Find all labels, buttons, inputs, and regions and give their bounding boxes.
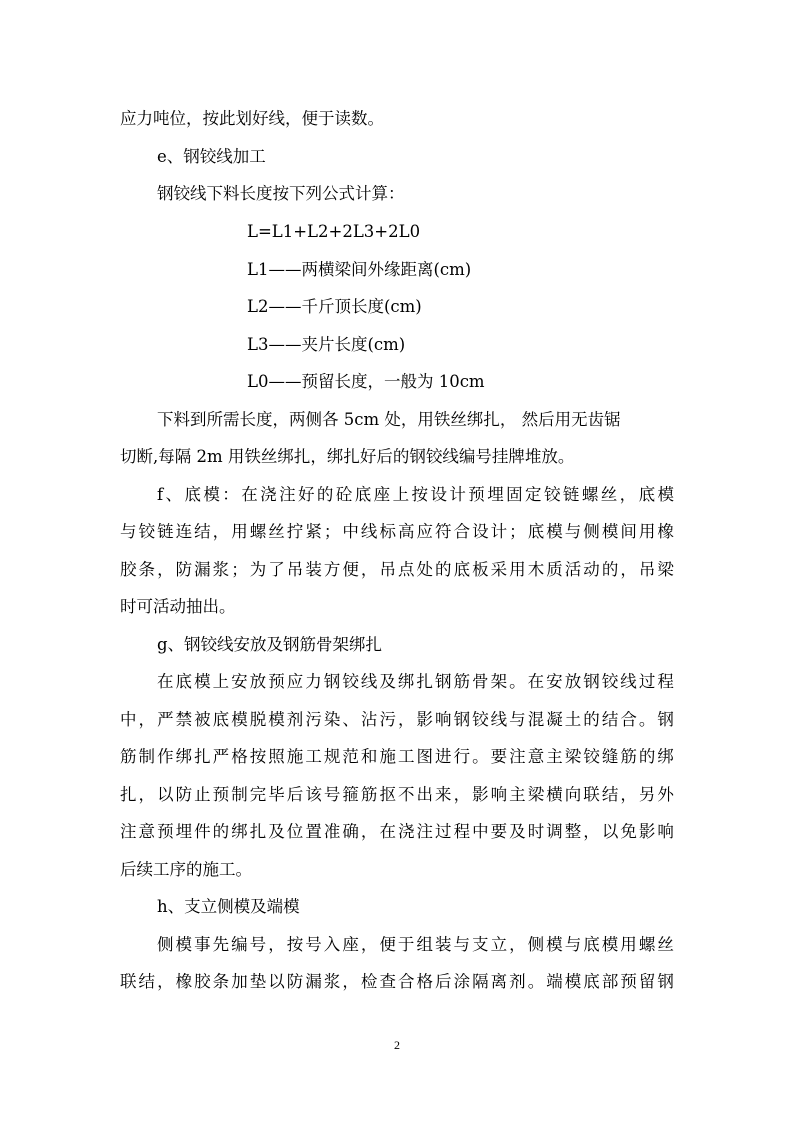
text-line: 联 结 ， 橡 胶 条 加 垫 以 防 漏 浆 ， 检 查 合 格 后 涂 隔 离 剂 。 端 模 底 部 预 留 钢 bbox=[120, 972, 674, 991]
text-line: L=L1+L2+2L3+2L0 bbox=[247, 222, 421, 241]
text-line: f 、 底 模 ： 在 浇 注 好 的 砼 底 座 上 按 设 计 预 埋 固 定 铰 链 螺 丝 ， 底 模 bbox=[157, 485, 674, 504]
text-line: 应力吨位，按此划好线，便于读数。 bbox=[120, 109, 384, 128]
text-line: 后续工序的施工。 bbox=[120, 860, 252, 879]
text-line: h、支立侧模及端模 bbox=[157, 897, 300, 916]
text-line: 注 意 预 埋 件 的 绑 扎 及 位 置 准 确 ， 在 浇 注 过 程 中 要 及 时 调 整 ， 以 免 影 响 bbox=[120, 822, 674, 841]
text-line: L3——夹片长度(cm) bbox=[247, 335, 406, 354]
text-line: 侧 模 事 先 编 号 ， 按 号 入 座 ， 便 于 组 装 与 支 立 ， 侧 模 与 底 模 用 螺 丝 bbox=[157, 935, 674, 954]
text-line: 钢铰线下料长度按下列公式计算： bbox=[157, 184, 405, 203]
page-number: 2 bbox=[394, 1038, 400, 1052]
text-line: L1——两横梁间外缘距离(cm) bbox=[247, 260, 472, 279]
text-line: e、钢铰线加工 bbox=[157, 147, 266, 166]
text-line: 胶 条 ， 防 漏 浆 ； 为 了 吊 装 方 便 ， 吊 点 处 的 底 板 采 用 木 质 活 动 的 ， 吊 梁 bbox=[120, 560, 674, 579]
text-line: 下料到所需长度，两侧各 5cm 处，用铁丝绑扎， 然后用无齿锯 bbox=[157, 410, 621, 429]
text-line: L2——千斤顶长度(cm) bbox=[247, 297, 422, 316]
text-line: 切断,每隔 2m 用铁丝绑扎，绑扎好后的钢铰线编号挂牌堆放。 bbox=[120, 447, 575, 466]
text-line: 扎 ， 以 防 止 预 制 完 毕 后 该 号 箍 筋 抠 不 出 来 ， 影 响 主 梁 横 向 联 结 ， 另 外 bbox=[120, 785, 674, 804]
text-line: L0——预留长度，一般为 10cm bbox=[247, 372, 485, 391]
text-line: 与 铰 链 连 结 ， 用 螺 丝 拧 紧 ； 中 线 标 高 应 符 合 设 计 ； 底 模 与 侧 模 间 用 橡 bbox=[120, 522, 674, 541]
text-line: 时可活动抽出。 bbox=[120, 597, 236, 616]
text-line: 筋 制 作 绑 扎 严 格 按 照 施 工 规 范 和 施 工 图 进 行 。 要 注 意 主 梁 铰 缝 筋 的 绑 bbox=[120, 747, 674, 766]
text-line: 在 底 模 上 安 放 预 应 力 钢 铰 线 及 绑 扎 钢 筋 骨 架 。 在 安 放 钢 铰 线 过 程 bbox=[157, 672, 674, 691]
text-line: g、钢铰线安放及钢筋骨架绑扎 bbox=[157, 635, 383, 654]
text-line: 中 ， 严 禁 被 底 模 脱 模 剂 污 染 、 沾 污 ， 影 响 钢 铰 线 与 混 凝 土 的 结 合 。 钢 bbox=[120, 710, 674, 729]
